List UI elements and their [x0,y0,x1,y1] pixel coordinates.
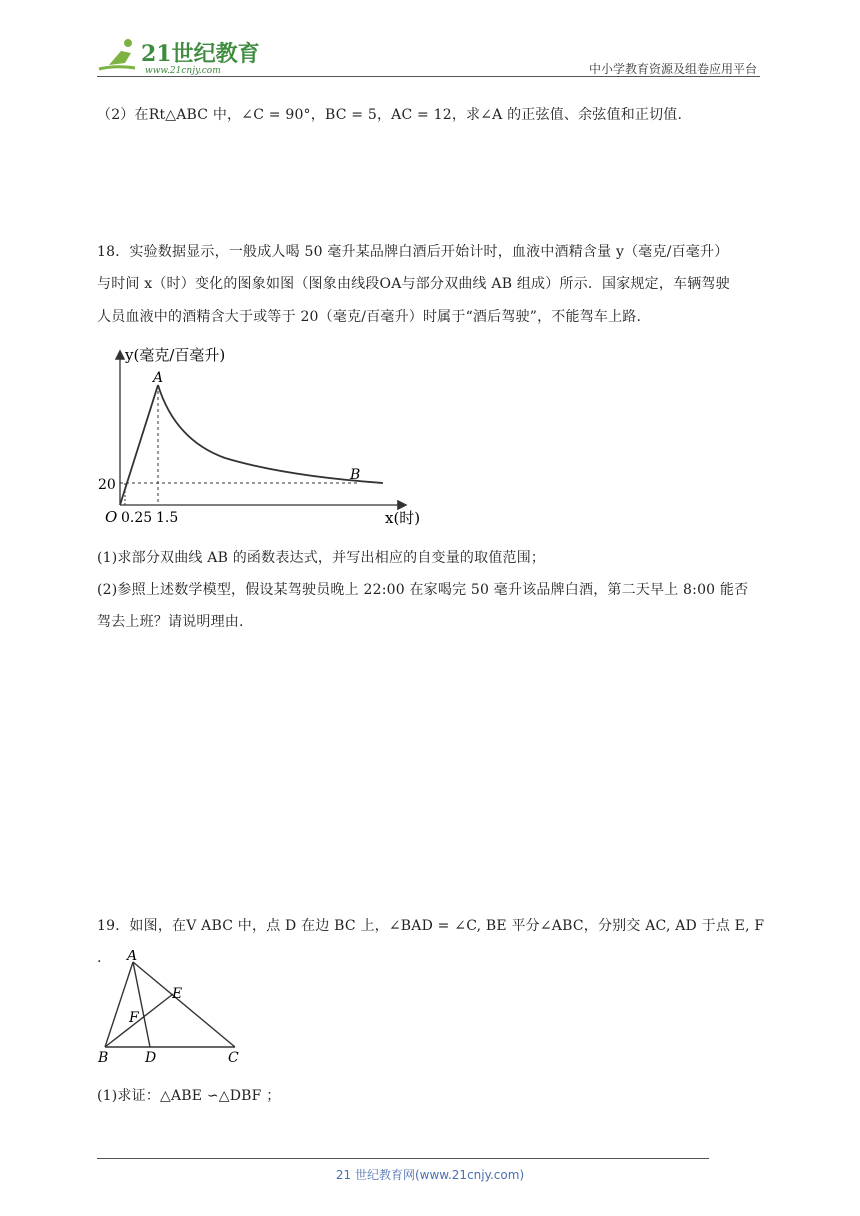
footer-link[interactable]: 21 世纪教育网(www.21cnjy.com) [335,1168,525,1182]
y-tick-20: 20 [98,477,116,493]
platform-name: 中小学教育资源及组卷应用平台 [588,62,757,76]
label-f: F [129,1010,139,1026]
q18-sub2-line1: (2)参照上述数学模型，假设某驾驶员晚上 22:00 在家喝完 50 毫升该品牌白酒，第二天早上 8:00 能否 [97,582,749,598]
q19-sub1: (1)求证：△ABE ∽△DBF ； [97,1088,281,1104]
x-tick-15: 1.5 [156,510,179,526]
side-ac [133,962,235,1047]
label-a: A [127,950,138,964]
logo-text: 21世纪教育 [141,41,260,67]
label-d: D [145,1050,157,1065]
q18-sub2-line2: 驾去上班？请说明理由. [97,614,244,630]
origin-label: O [105,508,118,526]
point-b-label: B [350,467,361,483]
q18-line2: 与时间 x（时）变化的图象如图（图象由线段OA与部分双曲线 AB 组成）所示．国家规定，车辆驾驶 [97,276,730,292]
logo-url: www.21cnjy.com [145,66,221,76]
q17-part2: （2）在Rt△ABC 中，∠C = 90°，BC = 5，AC = 12，求∠A 的正弦值、余弦值和正切值. [97,107,683,123]
site-logo [95,35,265,77]
q18-line3: 人员血液中的酒精含大于或等于 20（毫克/百毫升）时属于“酒后驾驶”，不能驾车上路. [97,309,642,325]
x-axis-label: x(时) [385,509,421,527]
header-divider [97,76,760,77]
label-c: C [228,1050,239,1065]
q19-line1: 19．如图，在V ABC 中，点 D 在边 BC 上，∠BAD = ∠C, BE 平分∠ABC，分别交 AC, AD 于点 E, F . [97,918,765,966]
runner-icon [99,39,135,69]
side-ab [105,962,133,1047]
q18-graph [95,340,440,530]
footer-divider [97,1158,709,1159]
q18-line1: 18．实验数据显示，一般成人喝 50 毫升某品牌白酒后开始计时，血液中酒精含量 y（毫克/百毫升） [97,244,729,260]
segment-oa [120,385,158,505]
q18-sub1: (1)求部分双曲线 AB 的函数表达式，并写出相应的自变量的取值范围； [97,550,546,566]
label-b: B [98,1050,109,1065]
point-a-label: A [153,370,164,386]
segment-be [105,994,173,1047]
label-e: E [172,986,183,1002]
y-axis-label: y(毫克/百毫升) [125,346,226,364]
q19-diagram [95,950,255,1065]
x-tick-025: 0.25 [121,510,153,526]
